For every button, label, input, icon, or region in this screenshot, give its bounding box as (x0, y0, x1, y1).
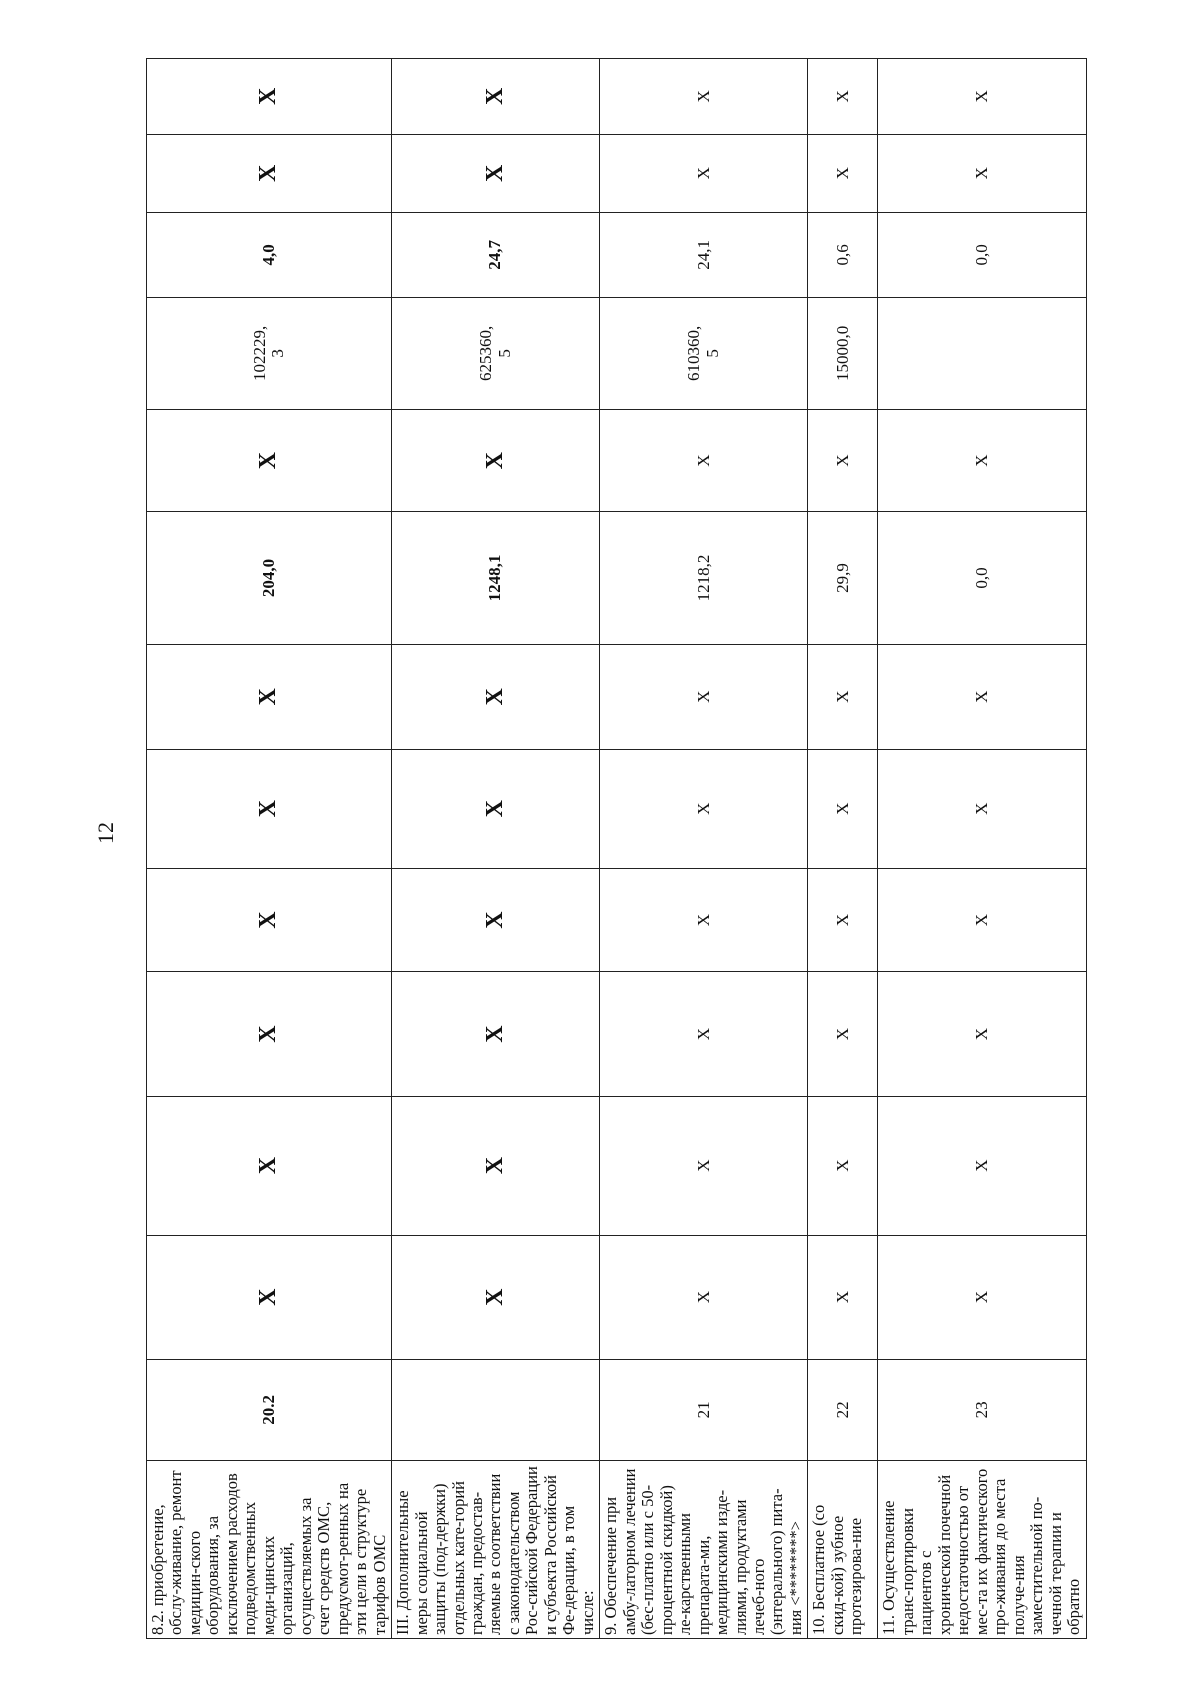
x-mark-cell: X (392, 749, 600, 868)
x-mark-cell: X (147, 868, 392, 972)
row-name-cell: III. Дополнительные меры социальной защиты (под-держки) отдельных кате-горий граждан, предостав-ляемые в соответствии с законодательством Рос-сийской Федерации и субъекта Российской Фе-дерации, в том числе: (392, 1460, 600, 1638)
x-mark-cell: X (808, 409, 878, 512)
value-cell: 4,0 (147, 212, 392, 297)
x-mark-cell: X (878, 644, 1086, 749)
row-name-cell: 9. Обеспечение при амбу-латорном лечении (бес-платно или с 50-процентной скидкой) ле-карственными препарата-ми, медицинскими изде-лиями, продуктами лечеб-ного (энтерального) пита-ния <********> (600, 1460, 808, 1638)
x-mark-cell: X (600, 59, 808, 135)
row-number-cell: 22 (808, 1359, 878, 1460)
x-mark-cell: X (600, 644, 808, 749)
table-row (392, 59, 600, 1639)
x-mark-cell: X (808, 134, 878, 212)
x-mark-cell: X (808, 972, 878, 1096)
value-cell (878, 297, 1086, 409)
row-number-cell: 21 (600, 1359, 808, 1460)
x-mark-cell: X (808, 59, 878, 135)
x-mark-cell: X (147, 644, 392, 749)
x-mark-cell: X (392, 59, 600, 135)
x-mark-cell: X (878, 1096, 1086, 1235)
x-mark-cell: X (878, 1235, 1086, 1359)
value-cell: 0,0 (878, 212, 1086, 297)
x-mark-cell: X (600, 749, 808, 868)
value-cell: 0,0 (878, 512, 1086, 644)
x-mark-cell: X (808, 644, 878, 749)
x-mark-cell: X (878, 409, 1086, 512)
data-table (146, 58, 1087, 1639)
value-cell: 24,1 (600, 212, 808, 297)
x-mark-cell: X (878, 868, 1086, 972)
x-mark-cell: X (147, 972, 392, 1096)
table-row (808, 59, 878, 1639)
row-number-cell (392, 1359, 600, 1460)
value-cell: 204,0 (147, 512, 392, 644)
value-cell: 15000,0 (808, 297, 878, 409)
x-mark-cell: X (147, 749, 392, 868)
x-mark-cell: X (392, 644, 600, 749)
x-mark-cell: X (147, 1235, 392, 1359)
x-mark-cell: X (600, 1096, 808, 1235)
x-mark-cell: X (147, 409, 392, 512)
value-cell: 625360, 5 (392, 297, 600, 409)
row-name-cell: 8.2. приобретение, обслу-живание, ремонт медицин-ского оборудования, за исключением расходов подведомственных меди-цинских организаций, осуществляемых за счет средств ОМС, предусмот-ренных на эти цели в структуре тарифов ОМС (147, 1460, 392, 1638)
table-row (600, 59, 808, 1639)
x-mark-cell: X (392, 1235, 600, 1359)
row-number-cell: 20.2 (147, 1359, 392, 1460)
x-mark-cell: X (392, 409, 600, 512)
rotated-table-container (146, 58, 1084, 1639)
x-mark-cell: X (808, 749, 878, 868)
x-mark-cell: X (878, 59, 1086, 135)
x-mark-cell: X (878, 972, 1086, 1096)
x-mark-cell: X (878, 134, 1086, 212)
value-cell: 1218,2 (600, 512, 808, 644)
x-mark-cell: X (147, 134, 392, 212)
x-mark-cell: X (392, 1096, 600, 1235)
value-cell: 610360, 5 (600, 297, 808, 409)
x-mark-cell: X (147, 1096, 392, 1235)
x-mark-cell: X (600, 1235, 808, 1359)
row-number-cell: 23 (878, 1359, 1086, 1460)
x-mark-cell: X (600, 134, 808, 212)
row-name-cell: 10. Бесплатное (со скид-кой) зубное протезирова-ние (808, 1460, 878, 1638)
x-mark-cell: X (878, 749, 1086, 868)
value-cell: 1248,1 (392, 512, 600, 644)
table-row (147, 59, 392, 1639)
x-mark-cell: X (600, 409, 808, 512)
x-mark-cell: X (600, 972, 808, 1096)
row-name-cell: 11. Осуществление транс-портировки пациентов с хронической почечной недостаточностью от мес-та их фактического про-живания до места получе-ния заместительной по-чечной терапии и обратно (878, 1460, 1086, 1638)
x-mark-cell: X (600, 868, 808, 972)
x-mark-cell: X (392, 972, 600, 1096)
table-row (878, 59, 1086, 1639)
x-mark-cell: X (808, 1096, 878, 1235)
value-cell: 102229, 3 (147, 297, 392, 409)
x-mark-cell: X (392, 134, 600, 212)
x-mark-cell: X (147, 59, 392, 135)
x-mark-cell: X (808, 868, 878, 972)
value-cell: 24,7 (392, 212, 600, 297)
page-number: 12 (93, 822, 118, 844)
value-cell: 0,6 (808, 212, 878, 297)
x-mark-cell: X (808, 1235, 878, 1359)
value-cell: 29,9 (808, 512, 878, 644)
x-mark-cell: X (392, 868, 600, 972)
